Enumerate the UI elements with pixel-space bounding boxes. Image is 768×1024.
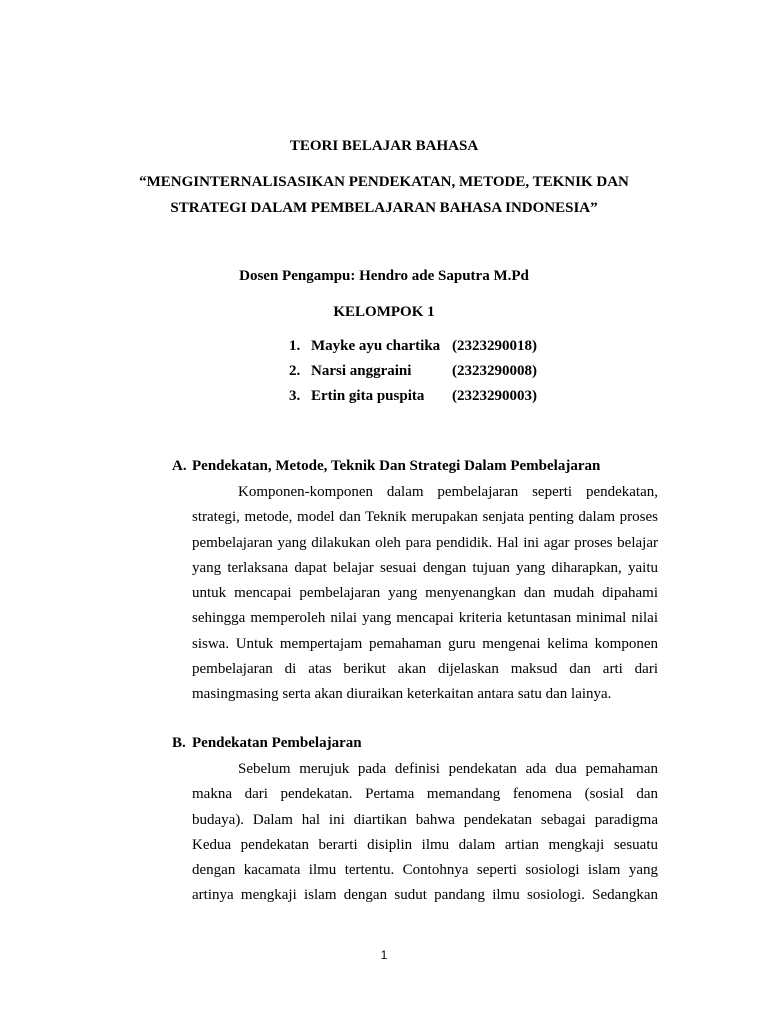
member-nim: (2323290008) xyxy=(452,363,537,379)
paragraph-line: budaya). Dalam hal ini diartikan bahwa pendekatan sebagai paradigma xyxy=(192,811,658,828)
paragraph-line: artinya mengkaji islam dengan sudut pandang ilmu sosiologi. Sedangkan xyxy=(192,887,658,904)
paragraph-line: Komponen-komponen dalam pembelajaran seperti pendekatan, xyxy=(238,484,658,500)
member-number: 2. xyxy=(289,363,301,379)
section-title: Pendekatan Pembelajaran xyxy=(192,735,362,751)
paragraph-line: siswa. Untuk mempertajam pemahaman guru mengenai kelima komponen xyxy=(192,635,658,652)
paragraph-line: dengan kacamata ilmu tertentu. Contohnya seperti sosiologi islam yang xyxy=(192,862,658,879)
page-number: 1 xyxy=(380,948,388,962)
paragraph-line: masingmasing serta akan diuraikan keterkaitan antara satu dan lainya. xyxy=(192,686,612,703)
group-heading: KELOMPOK 1 xyxy=(333,304,435,320)
section-title: Pendekatan, Metode, Teknik Dan Strategi Dalam Pembelajaran xyxy=(192,458,601,474)
member-number: 1. xyxy=(289,338,301,354)
paragraph-line: strategi, metode, model dan Teknik merupakan senjata penting dalam proses xyxy=(192,509,658,526)
lecturer-line: Dosen Pengampu: Hendro ade Saputra M.Pd xyxy=(239,268,529,284)
paragraph-line: Kedua pendekatan berarti disiplin ilmu dalam artian mengkaji sesuatu xyxy=(192,836,658,853)
topic-title-line-1: “MENGINTERNALISASIKAN PENDEKATAN, METODE, TEKNIK DAN xyxy=(139,174,629,190)
section-b-paragraph xyxy=(192,759,658,911)
section-a-paragraph xyxy=(192,482,658,710)
course-title: TEORI BELAJAR BAHASA xyxy=(289,138,479,154)
paragraph-line: pembelajaran yang dilakukan oleh para pendidik. Hal ini agar proses belajar xyxy=(192,534,658,551)
member-nim: (2323290018) xyxy=(452,338,537,354)
section-letter: B. xyxy=(172,735,186,751)
member-number: 3. xyxy=(289,388,301,404)
member-name: Ertin gita puspita xyxy=(311,388,425,404)
paragraph-line: Sebelum merujuk pada definisi pendekatan ada dua pemahaman xyxy=(238,761,658,777)
paragraph-line: untuk mencapai pembelajaran yang menyenangkan dan mudah dipahami xyxy=(192,585,658,602)
paragraph-line: sehingga memperoleh nilai yang mencapai kriteria ketuntasan minimal nilai xyxy=(192,610,658,627)
member-name: Narsi anggraini xyxy=(311,363,412,379)
member-nim: (2323290003) xyxy=(452,388,537,404)
paragraph-line: makna dari pendekatan. Pertama memandang fenomena (sosial dan xyxy=(192,786,658,803)
section-letter: A. xyxy=(172,458,187,474)
topic-title-line-2: STRATEGI DALAM PEMBELAJARAN BAHASA INDONESIA” xyxy=(170,200,598,216)
paragraph-line: yang terlaksana dapat belajar sesuai dengan tujuan yang diharapkan, yaitu xyxy=(192,559,658,576)
member-name: Mayke ayu chartika xyxy=(311,338,441,354)
paragraph-line: pembelajaran di atas berikut akan dijelaskan maksud dan arti dari xyxy=(192,661,658,678)
